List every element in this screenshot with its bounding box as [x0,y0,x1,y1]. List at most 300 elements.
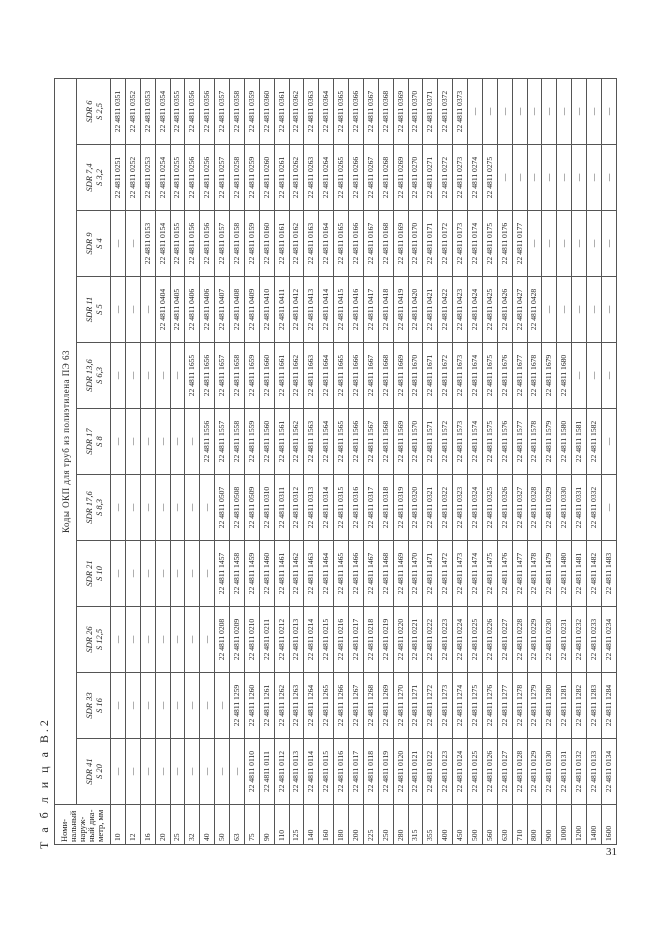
dn-cell: 450 [453,805,468,845]
table-row [215,79,230,845]
table-row [587,79,602,845]
code-cell: — [185,409,200,475]
dn-header: Номи-нальный наруж-ный диа-метр, мм [55,805,111,845]
code-cell: — [572,277,587,343]
code-cell: 22 4811 0360 [259,79,274,145]
code-cell: 22 4811 0310 [259,475,274,541]
code-cell: 22 4811 1463 [304,541,319,607]
code-cell: 22 4811 0318 [378,475,393,541]
dn-cell: 710 [512,805,527,845]
code-cell: 22 4811 0174 [468,211,483,277]
code-cell: 22 4811 0269 [393,145,408,211]
code-cell: 22 4811 0213 [289,607,304,673]
code-cell: 22 4811 1557 [215,409,230,475]
sdr-label: SDR 17,6 [83,491,94,524]
code-cell: 22 4811 0218 [363,607,378,673]
code-cell: 22 4811 1577 [512,409,527,475]
code-cell: 22 4811 0124 [453,739,468,805]
code-cell: 22 4811 0253 [140,145,155,211]
code-cell: — [572,211,587,277]
table-container [54,78,617,845]
dn-cell: 140 [304,805,319,845]
sdr-label: SDR 7,4 [83,163,94,192]
table-row [334,79,349,845]
code-cell: 22 4811 0115 [319,739,334,805]
code-cell: — [170,475,185,541]
code-cell: 22 4811 0267 [363,145,378,211]
code-cell: 22 4811 0258 [230,145,245,211]
okp-codes-table [54,78,617,845]
code-cell: 22 4811 1670 [408,343,423,409]
code-cell: 22 4811 1472 [438,541,453,607]
code-cell: 22 4811 0275 [482,145,497,211]
code-cell: 22 4811 1475 [482,541,497,607]
code-cell: 22 4811 0168 [378,211,393,277]
code-cell: 22 4811 0170 [408,211,423,277]
code-cell: 22 4811 1267 [349,673,364,739]
code-cell: 22 4811 0156 [200,211,215,277]
code-cell: — [512,145,527,211]
code-cell: 22 4811 0508 [230,475,245,541]
code-cell: — [215,739,230,805]
code-cell: — [125,739,140,805]
code-cell: 22 4811 1558 [230,409,245,475]
code-cell: 22 4811 0404 [155,277,170,343]
code-cell: 22 4811 0420 [408,277,423,343]
code-cell: 22 4811 1461 [274,541,289,607]
table-row [125,79,140,845]
code-cell: 22 4811 0415 [334,277,349,343]
code-cell: 22 4811 1676 [497,343,512,409]
code-cell: 22 4811 0426 [497,277,512,343]
code-cell: 22 4811 1674 [468,343,483,409]
code-cell: — [601,343,616,409]
code-cell: 22 4811 1562 [289,409,304,475]
code-cell: 22 4811 0227 [497,607,512,673]
code-cell: 22 4811 0111 [259,739,274,805]
code-cell: — [170,673,185,739]
code-cell: 22 4811 0175 [482,211,497,277]
code-cell: 22 4811 0419 [393,277,408,343]
code-cell: 22 4811 0356 [185,79,200,145]
code-cell: 22 4811 1656 [200,343,215,409]
code-cell: 22 4811 0358 [230,79,245,145]
code-cell: 22 4811 0110 [244,739,259,805]
code-cell: 22 4811 1580 [557,409,572,475]
code-cell: 22 4811 0268 [378,145,393,211]
code-cell: — [542,145,557,211]
dn-cell: 50 [215,805,230,845]
table-row [393,79,408,845]
code-cell: 22 4811 0369 [393,79,408,145]
code-cell: 22 4811 0222 [423,607,438,673]
code-cell: — [200,673,215,739]
code-cell: — [111,211,126,277]
code-cell: 22 4811 0320 [408,475,423,541]
code-cell: 22 4811 0332 [587,475,602,541]
code-cell: 22 4811 0373 [453,79,468,145]
code-cell: — [170,739,185,805]
code-cell: 22 4811 0271 [423,145,438,211]
code-cell: — [155,409,170,475]
code-cell: 22 4811 1662 [289,343,304,409]
dn-cell: 500 [468,805,483,845]
code-cell: — [140,607,155,673]
code-cell: 22 4811 0119 [378,739,393,805]
code-cell: 22 4811 1679 [542,343,557,409]
code-cell: 22 4811 1270 [393,673,408,739]
code-cell: 22 4811 1660 [259,343,274,409]
s-label: S 8,3 [93,499,104,516]
dn-cell: 125 [289,805,304,845]
code-cell: 22 4811 0155 [170,211,185,277]
dn-cell: 1600 [601,805,616,845]
table-row [423,79,438,845]
code-cell: 22 4811 1663 [304,343,319,409]
code-cell: 22 4811 1573 [453,409,468,475]
code-cell: 22 4811 0412 [289,277,304,343]
code-cell: 22 4811 1572 [438,409,453,475]
code-cell: 22 4811 1483 [601,541,616,607]
code-cell: 22 4811 0260 [259,145,274,211]
dn-cell: 355 [423,805,438,845]
code-cell: 22 4811 0354 [155,79,170,145]
code-cell: 22 4811 0121 [408,739,423,805]
code-cell: 22 4811 0406 [200,277,215,343]
table-row [200,79,215,845]
code-cell: 22 4811 1678 [527,343,542,409]
code-cell: 22 4811 1266 [334,673,349,739]
sdr-label: SDR 9 [83,232,94,255]
code-cell: 22 4811 1465 [334,541,349,607]
code-cell: 22 4811 0428 [527,277,542,343]
code-cell: 22 4811 0364 [319,79,334,145]
code-cell: 22 4811 0406 [185,277,200,343]
code-cell: 22 4811 1459 [244,541,259,607]
code-cell: 22 4811 0322 [438,475,453,541]
code-cell: 22 4811 1561 [274,409,289,475]
table-row [111,79,126,845]
sdr-label: SDR 17 [83,428,94,455]
dn-cell: 630 [497,805,512,845]
code-cell: — [185,607,200,673]
code-cell: — [155,343,170,409]
code-cell: 22 4811 1268 [363,673,378,739]
code-cell: 22 4811 1458 [230,541,245,607]
code-cell: 22 4811 0131 [557,739,572,805]
code-cell: 22 4811 0126 [482,739,497,805]
code-cell: 22 4811 0154 [155,211,170,277]
sdr-column-header [77,145,111,211]
code-cell: 22 4811 0324 [468,475,483,541]
code-cell: 22 4811 0330 [557,475,572,541]
code-cell: 22 4811 0331 [572,475,587,541]
code-cell: 22 4811 0217 [349,607,364,673]
code-cell: 22 4811 1582 [587,409,602,475]
code-cell: 22 4811 1657 [215,343,230,409]
code-cell: 22 4811 0427 [512,277,527,343]
code-cell: 22 4811 1467 [363,541,378,607]
s-label: S 10 [93,566,104,581]
code-cell: 22 4811 1260 [244,673,259,739]
code-cell: 22 4811 0176 [497,211,512,277]
code-cell: 22 4811 0313 [304,475,319,541]
code-cell: 22 4811 1581 [572,409,587,475]
code-cell: 22 4811 1479 [542,541,557,607]
code-cell: 22 4811 1571 [423,409,438,475]
code-cell: 22 4811 1667 [363,343,378,409]
dn-cell: 75 [244,805,259,845]
code-cell: 22 4811 1655 [185,343,200,409]
code-cell: 22 4811 0163 [304,211,319,277]
code-cell: — [557,79,572,145]
code-cell: 22 4811 0166 [349,211,364,277]
code-cell: 22 4811 0118 [363,739,378,805]
code-cell: 22 4811 0315 [334,475,349,541]
code-cell: — [587,145,602,211]
code-cell: 22 4811 0365 [334,79,349,145]
code-cell: 22 4811 0172 [438,211,453,277]
s-label: S 12,5 [93,628,104,651]
dn-cell: 63 [230,805,245,845]
code-cell: — [111,607,126,673]
code-cell: 22 4811 0372 [438,79,453,145]
code-cell: 22 4811 1480 [557,541,572,607]
code-cell: 22 4811 0162 [289,211,304,277]
code-cell: 22 4811 1482 [587,541,602,607]
code-cell: 22 4811 1579 [542,409,557,475]
code-cell: 22 4811 1560 [259,409,274,475]
code-cell: 22 4811 0314 [319,475,334,541]
code-cell: 22 4811 1556 [200,409,215,475]
code-cell: 22 4811 0359 [244,79,259,145]
s-label: S 8 [93,436,104,447]
table-row [274,79,289,845]
s-label: S 5 [93,304,104,315]
code-cell: 22 4811 1469 [393,541,408,607]
table-row [170,79,185,845]
code-cell: 22 4811 0407 [215,277,230,343]
dn-cell: 560 [482,805,497,845]
code-cell: — [587,277,602,343]
code-cell: 22 4811 0223 [438,607,453,673]
sdr-label: SDR 26 [83,626,94,653]
code-cell: 22 4811 0265 [334,145,349,211]
sdr-header-row [77,79,111,845]
code-cell: 22 4811 1665 [334,343,349,409]
code-cell: — [601,475,616,541]
code-cell: 22 4811 1473 [453,541,468,607]
code-cell: 22 4811 0112 [274,739,289,805]
code-cell: — [125,211,140,277]
dn-cell: 200 [349,805,364,845]
code-cell: — [200,475,215,541]
table-row [572,79,587,845]
code-cell: 22 4811 0424 [468,277,483,343]
dn-cell: 250 [378,805,393,845]
code-cell: 22 4811 0356 [200,79,215,145]
code-cell: 22 4811 0212 [274,607,289,673]
code-cell: 22 4811 0120 [393,739,408,805]
code-cell: 22 4811 0409 [244,277,259,343]
code-cell: — [200,607,215,673]
code-cell: 22 4811 1272 [423,673,438,739]
code-cell: 22 4811 1278 [512,673,527,739]
code-cell: — [140,475,155,541]
dn-cell: 10 [111,805,126,845]
code-cell: — [155,541,170,607]
code-cell: 22 4811 0257 [215,145,230,211]
code-cell: 22 4811 0161 [274,211,289,277]
code-cell: 22 4811 1669 [393,343,408,409]
code-cell: 22 4811 0417 [363,277,378,343]
code-cell: 22 4811 1576 [497,409,512,475]
code-cell: 22 4811 0220 [393,607,408,673]
code-cell: 22 4811 0327 [512,475,527,541]
code-cell: — [200,541,215,607]
code-cell: 22 4811 0219 [378,607,393,673]
code-cell: 22 4811 0232 [572,607,587,673]
code-cell: 22 4811 0211 [259,607,274,673]
code-cell: 22 4811 0165 [334,211,349,277]
code-cell: 22 4811 0363 [304,79,319,145]
table-row [185,79,200,845]
code-cell: 22 4811 1567 [363,409,378,475]
code-cell: 22 4811 0125 [468,739,483,805]
code-cell: — [140,277,155,343]
code-cell: 22 4811 0353 [140,79,155,145]
dn-cell: 12 [125,805,140,845]
dn-cell: 1200 [572,805,587,845]
table-row [601,79,616,845]
code-cell: — [125,409,140,475]
code-cell: 22 4811 0209 [230,607,245,673]
sdr-column-header [77,607,111,673]
code-cell: — [601,211,616,277]
sdr-label: SDR 33 [83,692,94,719]
code-cell: 22 4811 1274 [453,673,468,739]
code-cell: — [527,145,542,211]
code-cell: 22 4811 1464 [319,541,334,607]
s-label: S 2,5 [93,103,104,120]
code-cell: 22 4811 0129 [527,739,542,805]
code-cell: — [125,607,140,673]
dn-cell: 180 [334,805,349,845]
dn-cell: 16 [140,805,155,845]
s-label: S 6,3 [93,367,104,384]
table-row [438,79,453,845]
code-cell: — [170,409,185,475]
code-cell: 22 4811 1565 [334,409,349,475]
code-cell: 22 4811 0312 [289,475,304,541]
code-cell: 22 4811 1271 [408,673,423,739]
code-cell: — [497,145,512,211]
sdr-column-header [77,739,111,805]
sdr-column-header [77,409,111,475]
code-cell: 22 4811 0117 [349,739,364,805]
code-cell: 22 4811 0156 [185,211,200,277]
code-cell: 22 4811 0234 [601,607,616,673]
code-cell: 22 4811 0422 [438,277,453,343]
code-cell: — [527,79,542,145]
code-cell: — [185,673,200,739]
code-cell: 22 4811 0127 [497,739,512,805]
code-cell: — [140,673,155,739]
code-cell: 22 4811 1668 [378,343,393,409]
table-row [259,79,274,845]
code-cell: — [111,409,126,475]
sdr-label: SDR 13,6 [83,359,94,392]
code-cell: 22 4811 1460 [259,541,274,607]
code-cell: 22 4811 0273 [453,145,468,211]
sdr-label: SDR 41 [83,758,94,785]
code-cell: 22 4811 1279 [527,673,542,739]
code-cell: 22 4811 1269 [378,673,393,739]
code-cell: 22 4811 1574 [468,409,483,475]
code-cell: 22 4811 1263 [289,673,304,739]
dn-cell: 90 [259,805,274,845]
code-cell: 22 4811 1478 [527,541,542,607]
code-cell: — [125,277,140,343]
code-cell: 22 4811 0261 [274,145,289,211]
code-cell: 22 4811 0255 [170,145,185,211]
table-row [408,79,423,845]
code-cell: 22 4811 1675 [482,343,497,409]
code-cell: 22 4811 0413 [304,277,319,343]
code-cell: 22 4811 1275 [468,673,483,739]
code-cell: 22 4811 0317 [363,475,378,541]
code-cell: 22 4811 1476 [497,541,512,607]
table-row [527,79,542,845]
code-cell: 22 4811 0122 [423,739,438,805]
code-cell: 22 4811 0355 [170,79,185,145]
code-cell: 22 4811 1261 [259,673,274,739]
code-cell: 22 4811 1259 [230,673,245,739]
dn-cell: 20 [155,805,170,845]
code-cell: 22 4811 0262 [289,145,304,211]
code-cell: 22 4811 0224 [453,607,468,673]
code-cell: 22 4811 0509 [244,475,259,541]
code-cell: 22 4811 0228 [512,607,527,673]
table-row [557,79,572,845]
code-cell: 22 4811 0507 [215,475,230,541]
dn-cell: 1000 [557,805,572,845]
code-cell: — [185,739,200,805]
code-cell: — [572,343,587,409]
sdr-column-header [77,343,111,409]
code-cell: — [155,475,170,541]
code-cell: 22 4811 0321 [423,475,438,541]
dn-cell: 315 [408,805,423,845]
dn-cell: 400 [438,805,453,845]
code-cell: 22 4811 1658 [230,343,245,409]
code-cell: 22 4811 0425 [482,277,497,343]
code-cell: — [111,541,126,607]
code-cell: 22 4811 0325 [482,475,497,541]
code-cell: 22 4811 1457 [215,541,230,607]
code-cell: 22 4811 1659 [244,343,259,409]
code-cell: 22 4811 1563 [304,409,319,475]
code-cell: 22 4811 1680 [557,343,572,409]
code-cell: 22 4811 1672 [438,343,453,409]
code-cell: 22 4811 0114 [304,739,319,805]
code-cell: 22 4811 0233 [587,607,602,673]
code-cell: — [542,79,557,145]
sdr-column-header [77,541,111,607]
code-cell: 22 4811 0221 [408,607,423,673]
code-cell: 22 4811 1575 [482,409,497,475]
table-row [319,79,334,845]
